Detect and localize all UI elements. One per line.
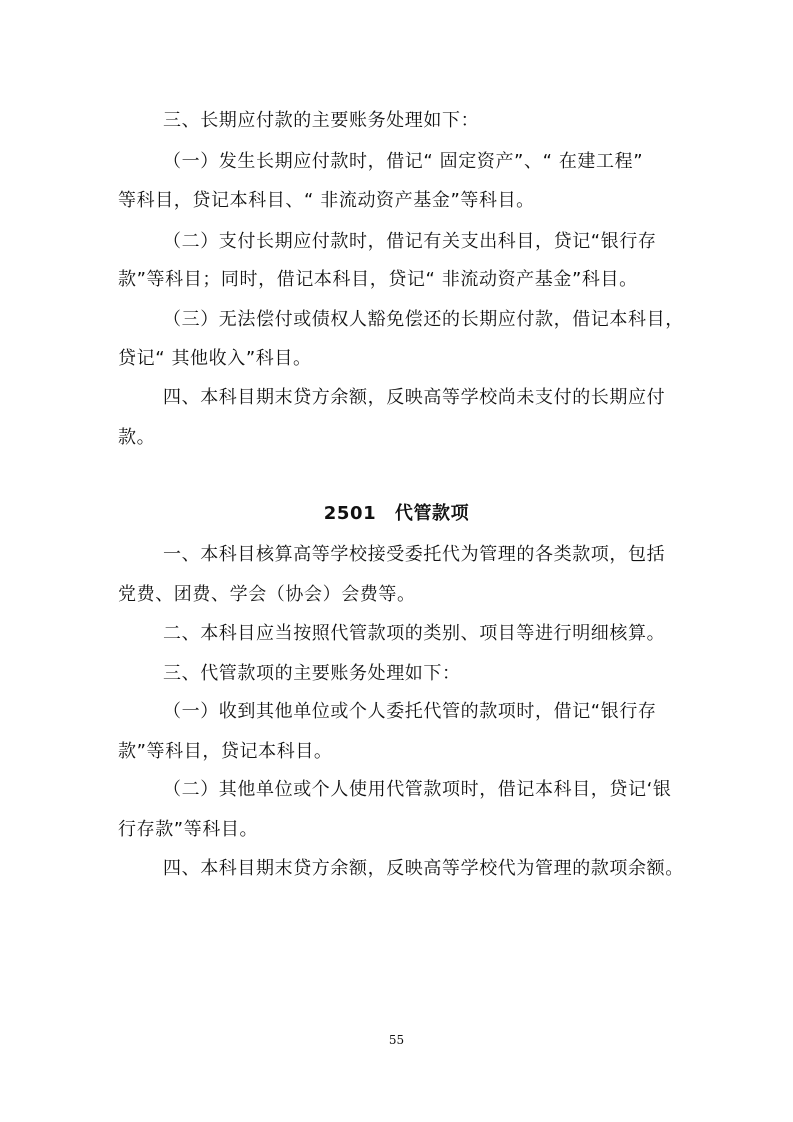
paragraph-line: 三、代管款项的主要账务处理如下： bbox=[163, 663, 461, 684]
paragraph-line: 四、本科目期末贷方余额，反映高等学校代为管理的款项余额。 bbox=[163, 858, 684, 879]
paragraph-line: 款。 bbox=[118, 427, 156, 448]
paragraph-line: （二）其他单位或个人使用代管款项时，借记本科目，贷记‘银 bbox=[163, 779, 672, 800]
paragraph-line: 三、长期应付款的主要账务处理如下： bbox=[163, 110, 480, 131]
paragraph-line: （二）支付长期应付款时，借记有关支出科目，贷记“银行存 bbox=[163, 231, 657, 252]
paragraph-line: （一）发生长期应付款时，借记“ 固定资产”、“ 在建工程” bbox=[163, 151, 644, 172]
paragraph-line: （三）无法偿付或债权人豁免偿还的长期应付款，借记本科目， bbox=[163, 309, 684, 330]
paragraph-line: 二、本科目应当按照代管款项的类别、项目等进行明细核算。 bbox=[163, 623, 666, 644]
paragraph-line: 党费、团费、学会（协会）会费等。 bbox=[118, 584, 416, 605]
paragraph-line: （一）收到其他单位或个人委托代管的款项时，借记“银行存 bbox=[163, 701, 657, 722]
paragraph-line: 贷记“ 其他收入”科目。 bbox=[118, 348, 312, 369]
paragraph-line: 等科目，贷记本科目、“ 非流动资产基金”等科目。 bbox=[118, 190, 535, 211]
paragraph-line: 四、本科目期末贷方余额，反映高等学校尚未支付的长期应付 bbox=[163, 387, 666, 408]
paragraph-line: 款”等科目；同时，借记本科目，贷记“ 非流动资产基金”科目。 bbox=[118, 269, 638, 290]
section-heading: 2501 代管款项 bbox=[323, 503, 470, 524]
paragraph-line: 款”等科目，贷记本科目。 bbox=[118, 741, 333, 762]
paragraph-line: 一、本科目核算高等学校接受委托代为管理的各类款项，包括 bbox=[163, 544, 666, 565]
paragraph-line: 行存款”等科目。 bbox=[118, 819, 259, 840]
page-number: 55 bbox=[388, 1033, 405, 1047]
